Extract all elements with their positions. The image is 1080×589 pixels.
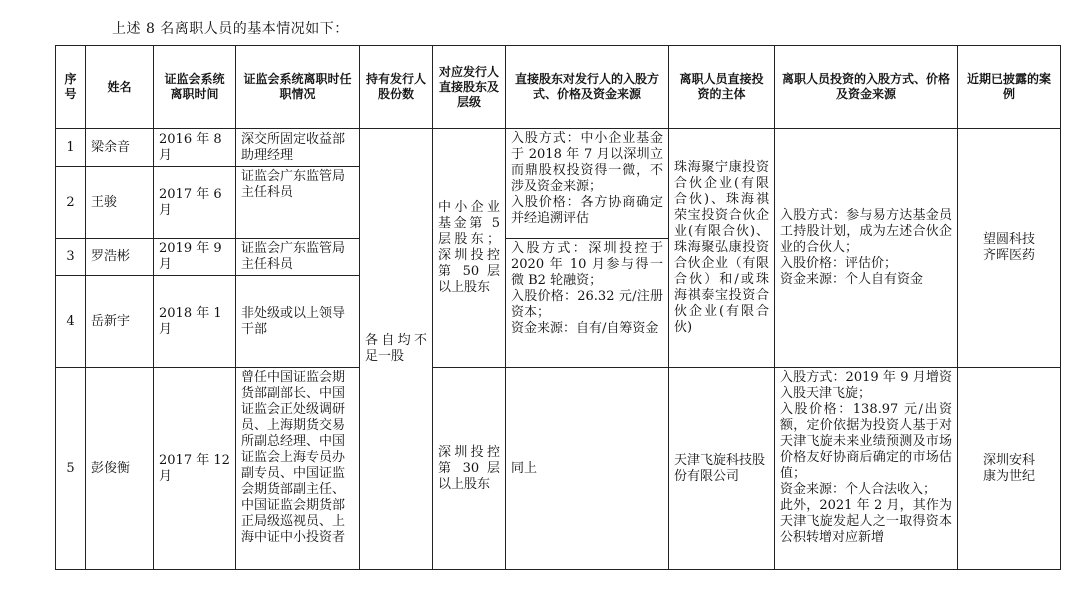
case-cell-5: 深圳安科 康为世纪 xyxy=(958,368,1061,570)
table-row xyxy=(56,129,1061,167)
method-cell-3-4: 入股方式：深圳投控于 2020 年 10 月参与得一微 B2 轮融资； 入股价格：26.32 元/注册资本； 资金来源：自有/自筹资金 xyxy=(506,239,669,368)
header-entity: 离职人员直接投资的主体 xyxy=(669,46,775,129)
header-row xyxy=(56,46,1061,129)
row-no: 2 xyxy=(56,167,86,239)
shareholder-cell-5: 深圳投控第 30 层以上股东 xyxy=(433,368,506,570)
row-position: 曾任中国证监会期货部副部长、中国证监会正处级调研员、上海期货交易所副总经理、中国证监会上海专员办副专员、中国证监会期货部副主任、中国证监会期货部正局级巡视员、上海中证中小投资者 xyxy=(236,368,360,570)
header-position: 证监会系统离职时任职情况 xyxy=(236,46,360,129)
row-no: 4 xyxy=(56,276,86,368)
entity-cell-1-4: 珠海聚宁康投资合伙企业(有限合伙)、珠海祺荣宝投资合伙企业(有限合伙)、珠海聚弘康投资合伙企业（有限合伙）和/或珠海祺泰宝投资合伙企业(有限合伙) xyxy=(669,129,775,368)
row-name: 岳新宇 xyxy=(86,276,154,368)
row-position: 证监会广东监管局主任科员 xyxy=(236,239,360,276)
method-cell-5: 同上 xyxy=(506,368,669,570)
row-position: 证监会广东监管局主任科员 xyxy=(236,167,360,239)
header-date: 证监会系统离职时间 xyxy=(154,46,236,129)
intro-text: 上述 8 名离职人员的基本情况如下： xyxy=(112,21,349,37)
entity-cell-5: 天津飞旋科技股份有限公司 xyxy=(669,368,775,570)
header-shares: 持有发行人股份数 xyxy=(360,46,433,129)
header-no: 序号 xyxy=(56,46,86,129)
table-row xyxy=(56,368,1061,570)
row-name: 梁余音 xyxy=(86,129,154,167)
row-position: 深交所固定收益部助理经理 xyxy=(236,129,360,167)
row-no: 3 xyxy=(56,239,86,276)
row-no: 1 xyxy=(56,129,86,167)
method-cell-1-2: 入股方式：中小企业基金于 2018 年 7 月以深圳立而鼎股权投资得一微，不涉及资金来源； 入股价格：各方协商确定并经追溯评估 xyxy=(506,129,669,239)
personnel-table xyxy=(55,45,1061,570)
row-name: 罗浩彬 xyxy=(86,239,154,276)
invest-cell-5: 入股方式：2019 年 9 月增资入股天津飞旋； 入股价格：138.97 元/出资额，定价依据为投资人基于对天津飞旋未来业绩预测及市场价格友好协商后确定的市场估值； 资金来源：个人合法收入； 此外，2021 年 2 月，其作为天津飞旋发起人之一取得资本公积转增对应新增 xyxy=(775,368,958,570)
shareholder-cell-1-4: 中小企业基金第 5 层股东；深圳投控第 50 层以上股东 xyxy=(433,129,506,368)
row-date: 2019 年 9 月 xyxy=(154,239,236,276)
row-position: 非处级或以上领导干部 xyxy=(236,276,360,368)
row-date: 2016 年 8 月 xyxy=(154,129,236,167)
header-case: 近期已披露的案例 xyxy=(958,46,1061,129)
header-method: 直接股东对发行人的入股方式、价格及资金来源 xyxy=(506,46,669,129)
header-invest: 离职人员投资的入股方式、价格及资金来源 xyxy=(775,46,958,129)
row-date: 2018 年 1 月 xyxy=(154,276,236,368)
case-cell-1-4: 望圆科技 齐晖医药 xyxy=(958,129,1061,368)
row-date: 2017 年 6 月 xyxy=(154,167,236,239)
row-date: 2017 年 12 月 xyxy=(154,368,236,570)
shares-cell: 各自均不足一股 xyxy=(360,129,433,570)
row-no: 5 xyxy=(56,368,86,570)
header-shareholder: 对应发行人直接股东及层级 xyxy=(433,46,506,129)
header-name: 姓名 xyxy=(86,46,154,129)
invest-cell-1-4: 入股方式：参与易方达基金员工持股计划，成为左述合伙企业的合伙人； 入股价格：评估价； 资金来源：个人自有资金 xyxy=(775,129,958,368)
row-name: 彭俊衡 xyxy=(86,368,154,570)
row-name: 王骏 xyxy=(86,167,154,239)
